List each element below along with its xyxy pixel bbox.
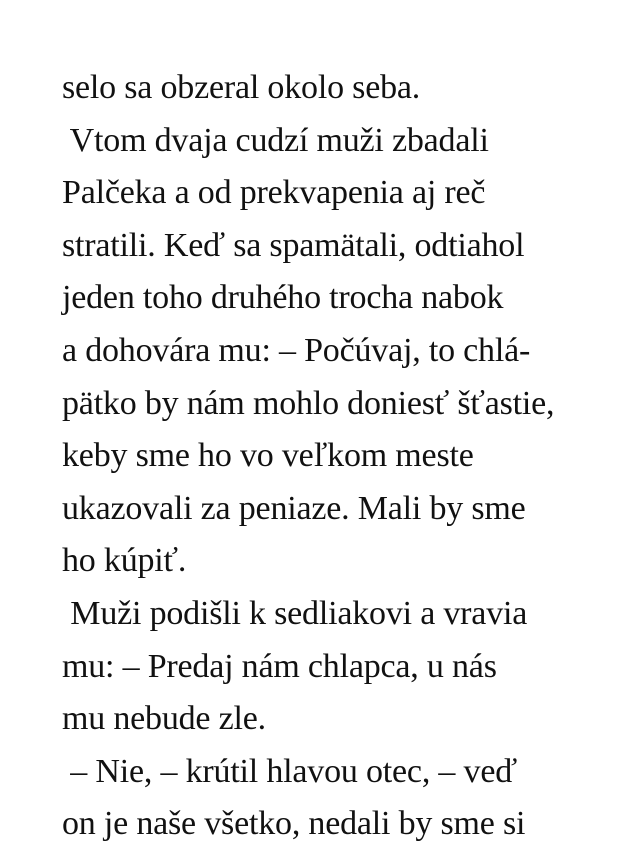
text-line: jeden toho druhého trocha nabok bbox=[62, 279, 504, 317]
book-page-text bbox=[62, 62, 622, 851]
text-line: – Nie, – krútil hlavou otec, – veď bbox=[62, 752, 517, 790]
text-line: stratili. Keď sa spamätali, odtiahol bbox=[62, 226, 525, 264]
text-line: Muži podišli k sedliakovi a vravia bbox=[62, 594, 528, 632]
text-line: Vtom dvaja cudzí muži zbadali bbox=[62, 121, 489, 159]
text-line: mu nebude zle. bbox=[62, 700, 266, 738]
text-line: ukazovali za peniaze. Mali by sme bbox=[62, 489, 526, 527]
text-line: keby sme ho vo veľkom meste bbox=[62, 437, 474, 475]
text-line: pätko by nám mohlo doniesť šťastie, bbox=[62, 384, 555, 422]
text-line: on je naše všetko, nedali by sme si bbox=[62, 805, 526, 843]
text-line: mu: – Predaj nám chlapca, u nás bbox=[62, 647, 497, 685]
text-line: a dohovára mu: – Počúvaj, to chlá- bbox=[62, 331, 531, 369]
text-line: Palčeka a od prekvapenia aj reč bbox=[62, 174, 486, 212]
text-line: selo sa obzeral okolo seba. bbox=[62, 69, 421, 106]
text-line: ho kúpiť. bbox=[62, 542, 187, 580]
